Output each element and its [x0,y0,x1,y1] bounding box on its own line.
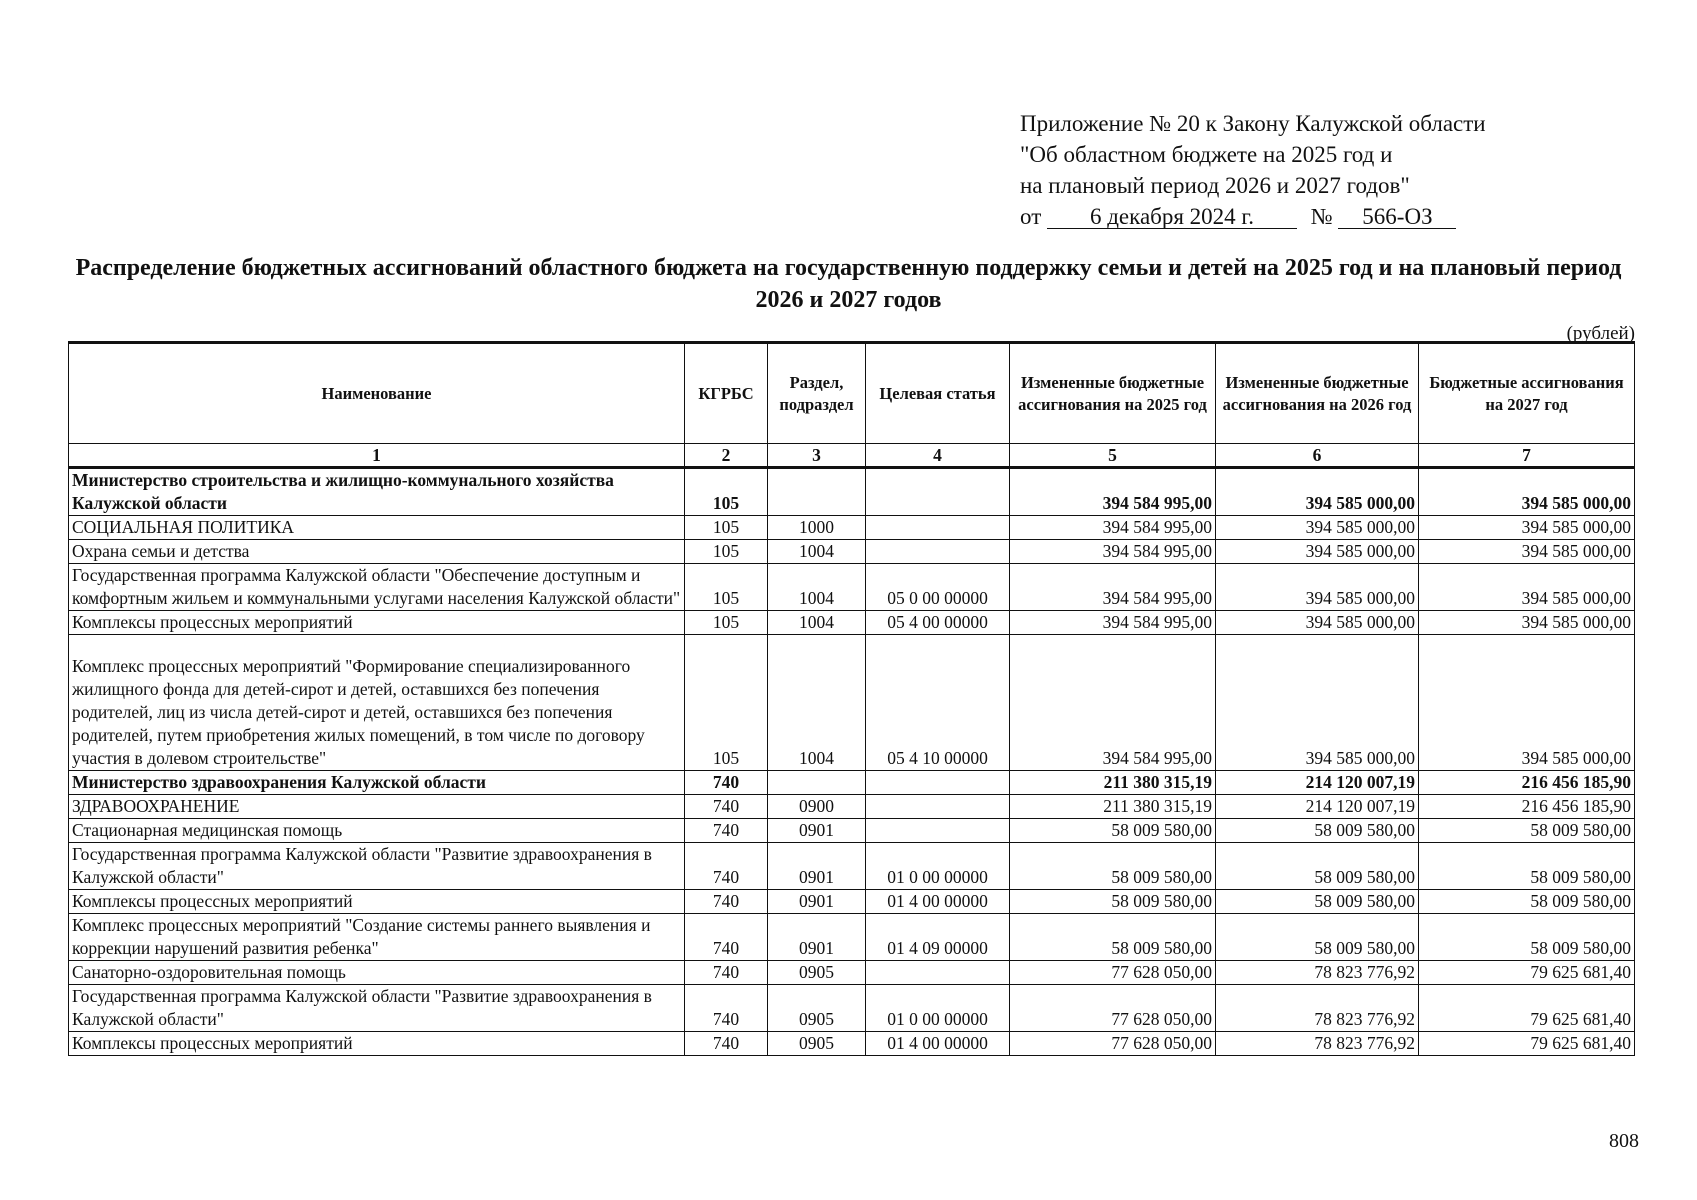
header-kgrbs: КГРБС [685,343,768,444]
row-name: Министерство здравоохранения Калужской области [69,771,685,795]
row-section: 1004 [768,635,866,771]
row-amount-2025: 394 584 995,00 [1010,540,1216,564]
budget-table [68,341,1635,1056]
row-amount-2025: 394 584 995,00 [1010,564,1216,611]
row-amount-2026: 58 009 580,00 [1216,843,1419,890]
table-body [69,468,1635,1056]
table-row [69,540,1635,564]
table-row [69,985,1635,1032]
row-target [866,540,1010,564]
row-name: ЗДРАВООХРАНЕНИЕ [69,795,685,819]
header-row [69,343,1635,444]
row-name: Министерство строительства и жилищно-коммунального хозяйства Калужской области [69,468,685,516]
row-amount-2027: 216 456 185,90 [1419,771,1635,795]
row-amount-2026: 394 585 000,00 [1216,468,1419,516]
row-amount-2026: 394 585 000,00 [1216,611,1419,635]
table-row [69,890,1635,914]
table-row [69,819,1635,843]
row-target [866,795,1010,819]
from-label: от [1020,204,1042,229]
row-amount-2027: 394 585 000,00 [1419,540,1635,564]
row-amount-2027: 394 585 000,00 [1419,635,1635,771]
table-row [69,795,1635,819]
table-row [69,564,1635,611]
header-2027: Бюджетные ассигнования на 2027 год [1419,343,1635,444]
row-section: 0905 [768,985,866,1032]
row-section: 0900 [768,795,866,819]
row-name: Государственная программа Калужской области "Развитие здравоохранения в Калужской области" [69,843,685,890]
table-row [69,914,1635,961]
row-amount-2027: 58 009 580,00 [1419,914,1635,961]
row-amount-2025: 211 380 315,19 [1010,771,1216,795]
row-amount-2027: 394 585 000,00 [1419,611,1635,635]
row-amount-2025: 77 628 050,00 [1010,985,1216,1032]
row-name: Государственная программа Калужской области "Обеспечение доступным и комфортным жильем и коммунальными услугами населения Калужской области" [69,564,685,611]
row-amount-2027: 79 625 681,40 [1419,961,1635,985]
row-target: 05 4 10 00000 [866,635,1010,771]
row-amount-2025: 58 009 580,00 [1010,843,1216,890]
header-section: Раздел, подраздел [768,343,866,444]
row-kgrbs: 740 [685,985,768,1032]
row-kgrbs: 740 [685,914,768,961]
row-target [866,516,1010,540]
header-2026: Измененные бюджетные ассигнования на 2026 год [1216,343,1419,444]
header-2025: Измененные бюджетные ассигнования на 2025 год [1010,343,1216,444]
row-name: СОЦИАЛЬНАЯ ПОЛИТИКА [69,516,685,540]
row-target: 01 4 00 00000 [866,1032,1010,1056]
row-name: Комплексы процессных мероприятий [69,1032,685,1056]
row-section [768,468,866,516]
row-amount-2025: 77 628 050,00 [1010,1032,1216,1056]
row-section: 0901 [768,843,866,890]
row-amount-2026: 58 009 580,00 [1216,819,1419,843]
row-amount-2026: 394 585 000,00 [1216,516,1419,540]
row-amount-2026: 214 120 007,19 [1216,771,1419,795]
row-section: 1004 [768,564,866,611]
row-amount-2027: 58 009 580,00 [1419,843,1635,890]
column-number-row [69,444,1635,468]
table-row [69,961,1635,985]
row-amount-2027: 394 585 000,00 [1419,468,1635,516]
row-amount-2026: 78 823 776,92 [1216,961,1419,985]
row-kgrbs: 105 [685,611,768,635]
number-label: № [1310,204,1333,229]
row-amount-2027: 58 009 580,00 [1419,819,1635,843]
row-section [768,771,866,795]
row-amount-2026: 394 585 000,00 [1216,564,1419,611]
row-target: 05 4 00 00000 [866,611,1010,635]
row-amount-2027: 79 625 681,40 [1419,1032,1635,1056]
row-name: Комплексы процессных мероприятий [69,611,685,635]
row-amount-2025: 58 009 580,00 [1010,819,1216,843]
units-label: (рублей) [1566,323,1635,344]
row-amount-2026: 78 823 776,92 [1216,985,1419,1032]
row-kgrbs: 105 [685,468,768,516]
row-amount-2025: 394 584 995,00 [1010,611,1216,635]
row-name: Охрана семьи и детства [69,540,685,564]
row-target: 01 4 09 00000 [866,914,1010,961]
row-kgrbs: 740 [685,771,768,795]
table-row [69,611,1635,635]
row-kgrbs: 105 [685,516,768,540]
col-number: 3 [768,444,866,468]
row-section: 0901 [768,890,866,914]
row-kgrbs: 740 [685,843,768,890]
row-target [866,468,1010,516]
row-amount-2025: 211 380 315,19 [1010,795,1216,819]
row-amount-2027: 394 585 000,00 [1419,564,1635,611]
col-number: 6 [1216,444,1419,468]
row-name: Стационарная медицинская помощь [69,819,685,843]
row-amount-2025: 394 584 995,00 [1010,516,1216,540]
row-amount-2026: 58 009 580,00 [1216,890,1419,914]
header-name: Наименование [69,343,685,444]
table-row [69,635,1635,771]
row-target: 05 0 00 00000 [866,564,1010,611]
row-kgrbs: 105 [685,635,768,771]
appendix-line-4 [1020,201,1486,232]
table-row [69,843,1635,890]
row-amount-2027: 79 625 681,40 [1419,985,1635,1032]
table-row [69,516,1635,540]
document-title: Распределение бюджетных ассигнований областного бюджета на государственную поддержку семьи и детей на 2025 год и на плановый период 2026 и 2027 годов [75,255,1622,313]
row-target [866,771,1010,795]
row-amount-2025: 58 009 580,00 [1010,914,1216,961]
appendix-block [1020,108,1486,232]
row-target [866,961,1010,985]
row-amount-2027: 394 585 000,00 [1419,516,1635,540]
col-number: 5 [1010,444,1216,468]
col-number: 4 [866,444,1010,468]
page-number: 808 [1609,1130,1639,1152]
table-row [69,771,1635,795]
row-name: Комплекс процессных мероприятий "Формирование специализированного жилищного фонда для детей-сирот и детей, оставшихся без попечения родителей, лиц из числа детей-сирот и детей, оставшихся без попечения родителей, путем приобретения жилых помещений, в том числе по договору участия в долевом строительстве" [69,635,685,771]
row-kgrbs: 740 [685,961,768,985]
row-amount-2026: 214 120 007,19 [1216,795,1419,819]
row-kgrbs: 740 [685,1032,768,1056]
row-section: 0901 [768,819,866,843]
appendix-line-1: Приложение № 20 к Закону Калужской области [1020,111,1486,136]
row-amount-2025: 394 584 995,00 [1010,468,1216,516]
row-section: 0901 [768,914,866,961]
row-amount-2026: 58 009 580,00 [1216,914,1419,961]
row-section: 1000 [768,516,866,540]
row-amount-2025: 58 009 580,00 [1010,890,1216,914]
row-kgrbs: 105 [685,564,768,611]
row-amount-2027: 58 009 580,00 [1419,890,1635,914]
row-target: 01 4 00 00000 [866,890,1010,914]
table-row [69,468,1635,516]
law-number: 566-ОЗ [1338,206,1456,229]
row-name: Комплексы процессных мероприятий [69,890,685,914]
row-kgrbs: 740 [685,890,768,914]
row-amount-2027: 216 456 185,90 [1419,795,1635,819]
law-date: 6 декабря 2024 г. [1047,206,1297,229]
table-row [69,1032,1635,1056]
row-section: 1004 [768,540,866,564]
row-amount-2026: 394 585 000,00 [1216,540,1419,564]
row-kgrbs: 740 [685,795,768,819]
col-number: 1 [69,444,685,468]
header-target: Целевая статья [866,343,1010,444]
row-name: Комплекс процессных мероприятий "Создание системы раннего выявления и коррекции нарушений развития ребенка" [69,914,685,961]
row-kgrbs: 105 [685,540,768,564]
row-target: 01 0 00 00000 [866,985,1010,1032]
row-amount-2026: 78 823 776,92 [1216,1032,1419,1056]
row-amount-2025: 77 628 050,00 [1010,961,1216,985]
row-name: Государственная программа Калужской области "Развитие здравоохранения в Калужской области" [69,985,685,1032]
appendix-line-2: "Об областном бюджете на 2025 год и [1020,142,1393,167]
row-section: 0905 [768,961,866,985]
appendix-line-3: на плановый период 2026 и 2027 годов" [1020,173,1410,198]
row-target: 01 0 00 00000 [866,843,1010,890]
row-target [866,819,1010,843]
row-section: 1004 [768,611,866,635]
row-amount-2025: 394 584 995,00 [1010,635,1216,771]
row-kgrbs: 740 [685,819,768,843]
row-name: Санаторно-оздоровительная помощь [69,961,685,985]
row-amount-2026: 394 585 000,00 [1216,635,1419,771]
col-number: 2 [685,444,768,468]
row-section: 0905 [768,1032,866,1056]
col-number: 7 [1419,444,1635,468]
